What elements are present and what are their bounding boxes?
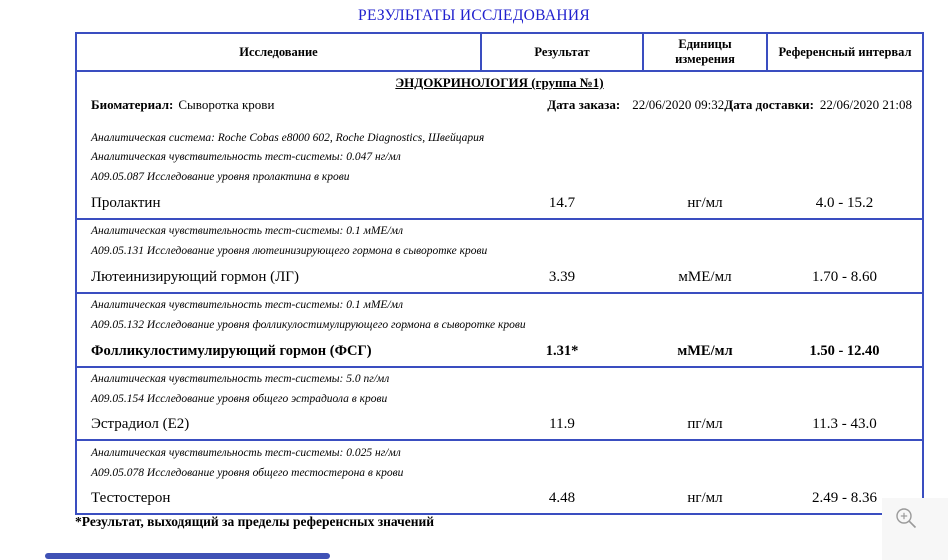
- analyte-name: Тестостерон: [76, 483, 481, 514]
- delivery-date-value: 22/06/2020 21:08: [819, 97, 912, 112]
- analytic-note: Аналитическая чувствительность тест-системы: 0.1 мМЕ/мл: [91, 299, 403, 312]
- column-header-reference: Референсный интервал: [767, 33, 923, 71]
- table-row: [76, 188, 923, 219]
- analytic-notes-row: [76, 219, 923, 262]
- analytic-note: Аналитическая чувствительность тест-системы: 0.1 мМЕ/мл: [91, 225, 403, 238]
- horizontal-scrollbar-thumb[interactable]: [45, 553, 330, 559]
- analyte-result: 3.39: [481, 262, 643, 293]
- analyte-result: 1.31*: [481, 336, 643, 367]
- column-header-units: Единицы измерения: [643, 33, 767, 71]
- analyte-reference: 1.50 - 12.40: [767, 336, 923, 367]
- analyte-units: нг/мл: [643, 188, 767, 219]
- analytic-note: Аналитическая чувствительность тест-системы: 0.047 нг/мл: [91, 151, 401, 164]
- column-header-test: Исследование: [76, 33, 481, 71]
- analyte-units: нг/мл: [643, 483, 767, 514]
- analytic-notes-row: [76, 293, 923, 336]
- analyte-reference: 11.3 - 43.0: [767, 409, 923, 440]
- table-header-row: [76, 33, 923, 71]
- order-date-label: Дата заказа:: [547, 97, 621, 112]
- analytic-note: A09.05.078 Исследование уровня общего тестостерона в крови: [91, 466, 404, 479]
- viewer-controls-panel: [882, 498, 948, 560]
- analytic-note: Аналитическая чувствительность тест-системы: 0.025 нг/мл: [91, 446, 401, 459]
- table-row: [76, 262, 923, 293]
- section-title: ЭНДОКРИНОЛОГИЯ (группа №1): [395, 75, 604, 90]
- analytic-note: A09.05.132 Исследование уровня фолликулостимулирующего гормона в сыворотке крови: [91, 319, 526, 332]
- order-date-value: 22/06/2020 09:32: [632, 97, 725, 112]
- analyte-result: 11.9: [481, 409, 643, 440]
- table-row: [76, 409, 923, 440]
- zoom-in-button[interactable]: [894, 506, 920, 532]
- analyte-name: Лютеинизирующий гормон (ЛГ): [76, 262, 481, 293]
- analytic-notes-row: [76, 116, 923, 188]
- analyte-reference: 4.0 - 15.2: [767, 188, 923, 219]
- results-table: [75, 32, 924, 515]
- analytic-note: Аналитическая система: Roche Cobas e8000 602, Roche Diagnostics, Швейцария: [91, 131, 485, 144]
- analytic-note: Аналитическая чувствительность тест-системы: 5.0 пг/мл: [91, 373, 390, 386]
- page-title: РЕЗУЛЬТАТЫ ИССЛЕДОВАНИЯ: [358, 7, 590, 24]
- delivery-date-label: Дата доставки:: [724, 97, 814, 112]
- section-title-row: [76, 71, 923, 92]
- biomaterial-row: [76, 92, 923, 116]
- analyte-result: 14.7: [481, 188, 643, 219]
- analyte-reference: 2.49 - 8.36: [767, 483, 923, 514]
- analyte-units: пг/мл: [643, 409, 767, 440]
- analyte-units: мМЕ/мл: [643, 336, 767, 367]
- analyte-result: 4.48: [481, 483, 643, 514]
- analyte-units: мМЕ/мл: [643, 262, 767, 293]
- biomaterial-value: Сыворотка крови: [178, 97, 275, 112]
- analyte-reference: 1.70 - 8.60: [767, 262, 923, 293]
- results-body: [76, 71, 923, 514]
- analytic-note: A09.05.087 Исследование уровня пролактина в крови: [91, 171, 350, 184]
- analyte-name: Фолликулостимулирующий гормон (ФСГ): [76, 336, 481, 367]
- analyte-name: Пролактин: [76, 188, 481, 219]
- table-row: [76, 336, 923, 367]
- analyte-name: Эстрадиол (Е2): [76, 409, 481, 440]
- magnifier-plus-icon: [894, 520, 920, 535]
- analytic-note: A09.05.154 Исследование уровня общего эстрадиола в крови: [91, 393, 388, 405]
- biomaterial-label: Биоматериал:: [91, 97, 174, 112]
- analytic-notes-row: [76, 367, 923, 410]
- column-header-result: Результат: [481, 33, 643, 71]
- table-row: [76, 483, 923, 514]
- out-of-range-footnote: *Результат, выходящий за пределы референсных значений: [75, 514, 435, 529]
- analytic-notes-row: [76, 440, 923, 483]
- analytic-note: A09.05.131 Исследование уровня лютеинизирующего гормона в сыворотке крови: [91, 245, 488, 258]
